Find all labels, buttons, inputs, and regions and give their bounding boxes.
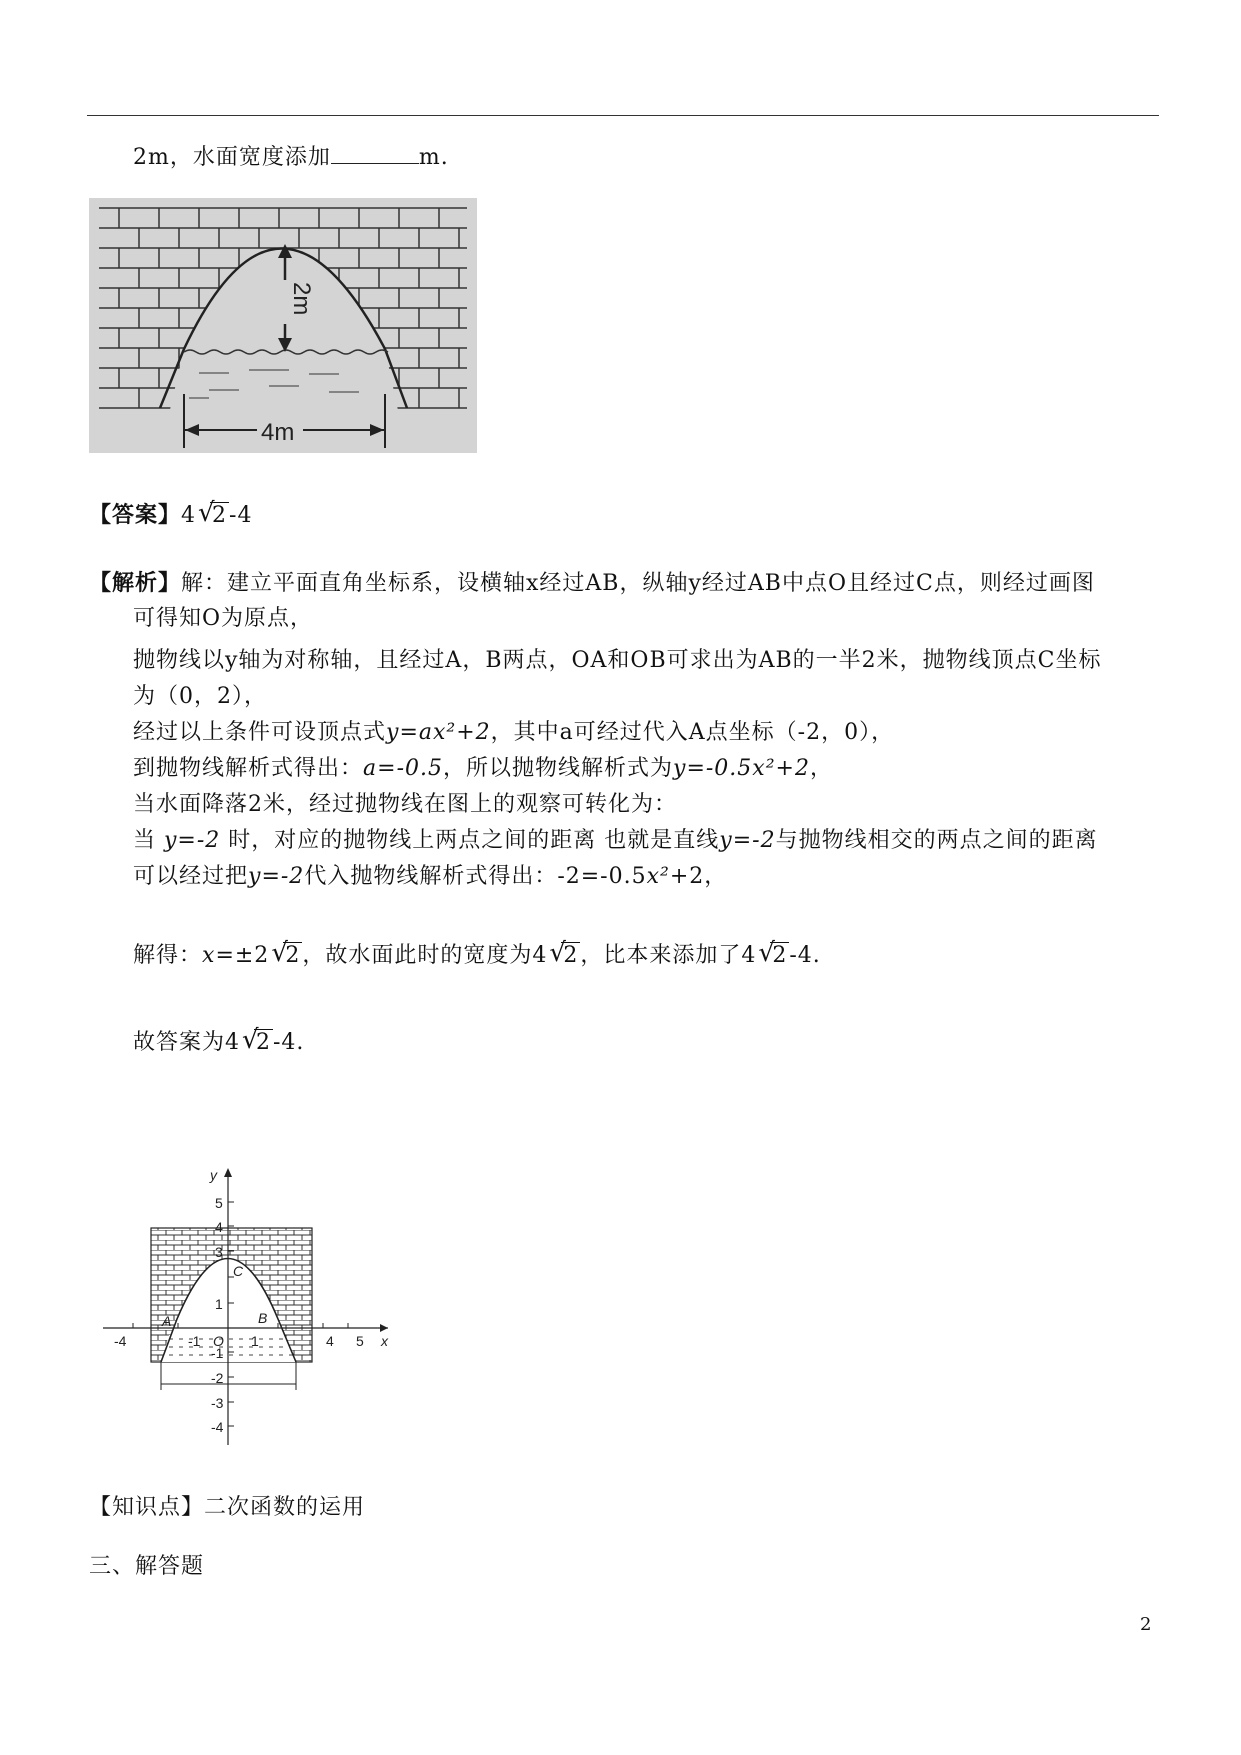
l6b: ，所以抛物线解析式为 — [443, 756, 674, 781]
bridge-arch-figure — [89, 198, 477, 453]
width-label: 4m — [261, 419, 295, 446]
axis-y-label: y — [210, 1167, 217, 1183]
axis-x-label: x — [381, 1333, 388, 1349]
analysis-line-4: 为（0，2）， — [133, 684, 267, 709]
solve-line — [133, 938, 821, 970]
y-tick: 5 — [215, 1195, 223, 1211]
y-tick: -1 — [211, 1345, 224, 1361]
answer-label: 【答案】 — [89, 502, 182, 528]
y-tick: -3 — [211, 1395, 224, 1411]
l8eq2: y=-2 — [719, 828, 776, 853]
sqrt-symbol: √ 2 — [198, 498, 228, 528]
conclusion-line — [133, 1025, 305, 1057]
analysis-line-6 — [133, 755, 833, 783]
x-tick: 5 — [356, 1333, 364, 1349]
analysis-label: 【解析】 — [89, 570, 182, 596]
intro-text: 2m，水面宽度添加 — [133, 145, 331, 170]
answer-blank — [331, 143, 419, 164]
l5a: 经过以上条件可设顶点式 — [133, 720, 387, 745]
solve-x: x — [202, 943, 216, 968]
header-rule — [87, 115, 1159, 116]
sqrt-symbol: √ 2 — [549, 938, 579, 968]
section-heading: 三、解答题 — [89, 1554, 205, 1579]
l8eq: y=-2 — [164, 828, 221, 853]
solve-c: ，故水面此时的宽度为4 — [302, 943, 548, 968]
knowledge-point — [89, 1494, 365, 1522]
x-tick: -4 — [114, 1333, 127, 1349]
x-tick: 1 — [251, 1333, 259, 1349]
y-tick: 4 — [215, 1219, 223, 1235]
answer-coef: 4 — [181, 503, 197, 528]
analysis-line-3: 抛物线以y轴为对称轴，且经过A，B两点，OA和OB可求出为AB的一半2米，抛物线顶点C坐标 — [133, 648, 1102, 673]
solve-a: 解得： — [133, 943, 203, 968]
answer-line — [89, 498, 253, 530]
conclude-a: 故答案为4 — [133, 1030, 240, 1055]
knowledge-text: 二次函数的运用 — [204, 1495, 366, 1520]
solve-b: =±2 — [215, 943, 270, 968]
y-tick: -2 — [211, 1370, 224, 1386]
l8c: 与抛物线相交的两点之间的距离 — [775, 828, 1098, 853]
l9c: +2， — [669, 864, 728, 889]
x-tick: -1 — [188, 1333, 201, 1349]
point-a-label: A — [162, 1313, 172, 1329]
question-intro — [133, 143, 449, 172]
knowledge-label: 【知识点】 — [89, 1495, 205, 1520]
solve-d: ，比本来添加了4 — [580, 943, 757, 968]
coordinate-graph-figure — [98, 1160, 398, 1450]
analysis-line-7: 当水面降落2米，经过抛物线在图上的观察可转化为： — [133, 792, 677, 817]
parabola-equation: y=-0.5x²+2 — [673, 756, 810, 781]
analysis-line-2: 可得知O为原点， — [133, 606, 314, 631]
solve-e: -4. — [789, 943, 821, 968]
y-tick: 1 — [215, 1296, 223, 1312]
analysis-text-1: 解：建立平面直角坐标系，设横轴x经过AB，纵轴y经过AB中点O且经过C点，则经过画图 — [181, 571, 1095, 596]
y-tick: 3 — [215, 1244, 223, 1260]
l9eq2: x² — [646, 864, 670, 889]
l9eq: y=-2 — [248, 864, 305, 889]
sqrt-symbol: √ 2 — [271, 938, 301, 968]
l8b: 时，对应的抛物线上两点之间的距离 也就是直线 — [220, 828, 720, 853]
origin-label: O — [213, 1333, 224, 1349]
point-c-label: C — [233, 1263, 244, 1279]
analysis-line-9 — [133, 863, 727, 891]
l6a: 到抛物线解析式得出： — [133, 756, 364, 781]
l6c: ， — [809, 756, 833, 781]
vertex-form: y=ax²+2 — [386, 720, 491, 745]
intro-unit: m. — [418, 145, 449, 170]
point-b-label: B — [258, 1310, 268, 1326]
sqrt-symbol: √ 2 — [758, 938, 788, 968]
conclude-b: -4. — [273, 1030, 305, 1055]
analysis-line-8 — [133, 827, 1098, 855]
l9a: 可以经过把 — [133, 864, 249, 889]
a-value: a=-0.5 — [363, 756, 443, 781]
l8a: 当 — [133, 828, 164, 853]
l9b: 代入抛物线解析式得出：-2=-0.5 — [304, 864, 647, 889]
page-number: 2 — [1140, 1614, 1152, 1635]
analysis-line-1 — [89, 569, 1095, 598]
l5b: ，其中a可经过代入A点坐标（-2，0）， — [490, 720, 895, 745]
y-tick: -4 — [211, 1419, 224, 1435]
analysis-line-5 — [133, 719, 894, 747]
x-tick: 4 — [326, 1333, 334, 1349]
height-label: 2m — [288, 282, 315, 316]
sqrt-symbol: √ 2 — [242, 1025, 271, 1055]
answer-tail: -4 — [229, 503, 253, 528]
